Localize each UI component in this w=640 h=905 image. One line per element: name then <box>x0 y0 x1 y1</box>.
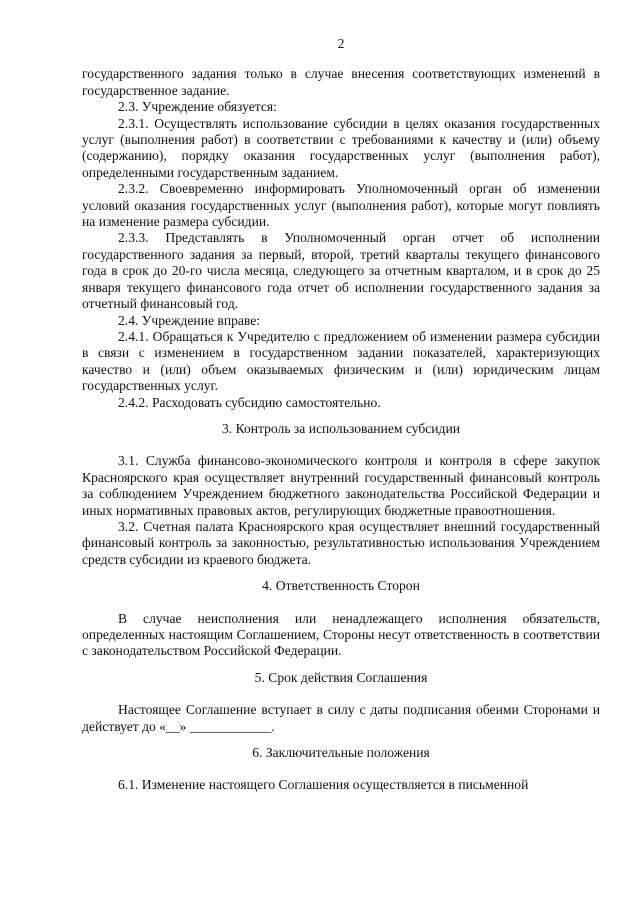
paragraph-2-4-2: 2.4.2. Расходовать субсидию самостоятельно. <box>118 394 381 410</box>
paragraph-2-3-1: 2.3.1. Осуществлять использование субсидии в целях оказания государственных услуг (выполнения работ) в соответствии с требованиями к качеству и (или) объему (содержанию), порядку оказания государственных услуг (выполнения работ), определенными государственным заданием. <box>82 115 600 180</box>
section-3-heading: 3. Контроль за использованием субсидии <box>221 420 461 436</box>
section-5-heading: 5. Срок действия Соглашения <box>254 669 428 685</box>
paragraph-continuation: государственного задания только в случае внесения соответствующих изменений в государственное задание. <box>82 66 600 98</box>
paragraph-3-2: 3.2. Счетная палата Красноярского края осуществляет внешний государственный финансовый контроль за законностью, результативностью использования Учреждением средств субсидии из краевого бюджета. <box>82 518 600 567</box>
section-6-heading: 6. Заключительные положения <box>252 745 430 761</box>
paragraph-2-3-2: 2.3.2. Своевременно информировать Уполномоченный орган об изменении условий оказания государственных услуг (выполнения работ), которые могут повлиять на изменение размера субсидии. <box>82 181 600 230</box>
paragraph-3-1: 3.1. Служба финансово-экономического контроля и контроля в сфере закупок Красноярского края осуществляет внутренний государственный финансовый контроль за соблюдением Учреждением бюджетного законодательства Российской Федерации и иных нормативных правовых актов, регулирующих бюджетные правоотношения. <box>82 453 600 518</box>
page-number: 2 <box>337 36 345 51</box>
document-page <box>82 36 600 794</box>
paragraph-2-4-1: 2.4.1. Обращаться к Учредителю с предложением об изменении размера субсидии в связи с изменением в государственном задании показателей, характеризующих качество и (или) объем оказываемых физическим и (или) юридическим лицам государственных услуг. <box>82 328 600 394</box>
paragraph-2-4: 2.4. Учреждение вправе: <box>118 312 261 328</box>
section-4-heading: 4. Ответственность Сторон <box>262 578 420 594</box>
paragraph-2-3-3: 2.3.3. Представлять в Уполномоченный орган отчет об исполнении государственного задания за первый, второй, третий кварталы текущего финансового года в срок до 20-го числа месяца, следующего за отчетным кварталом, и в срок до 25 января текущего финансового года отчет об исполнении государственного задания за отчетный финансовый год. <box>82 230 600 312</box>
paragraph-6-1: 6.1. Изменение настоящего Соглашения осуществляется в письменной <box>118 777 529 793</box>
paragraph-2-3: 2.3. Учреждение обязуется: <box>118 99 277 115</box>
paragraph-5: Настоящее Соглашение вступает в силу с даты подписания обеими Сторонами и действует до «__» ____________. <box>82 702 600 734</box>
paragraph-4: В случае неисполнения или ненадлежащего исполнения обязательств, определенных настоящим Соглашением, Стороны несут ответственность в соответствии с законодательством Российской Федерации. <box>82 610 600 659</box>
